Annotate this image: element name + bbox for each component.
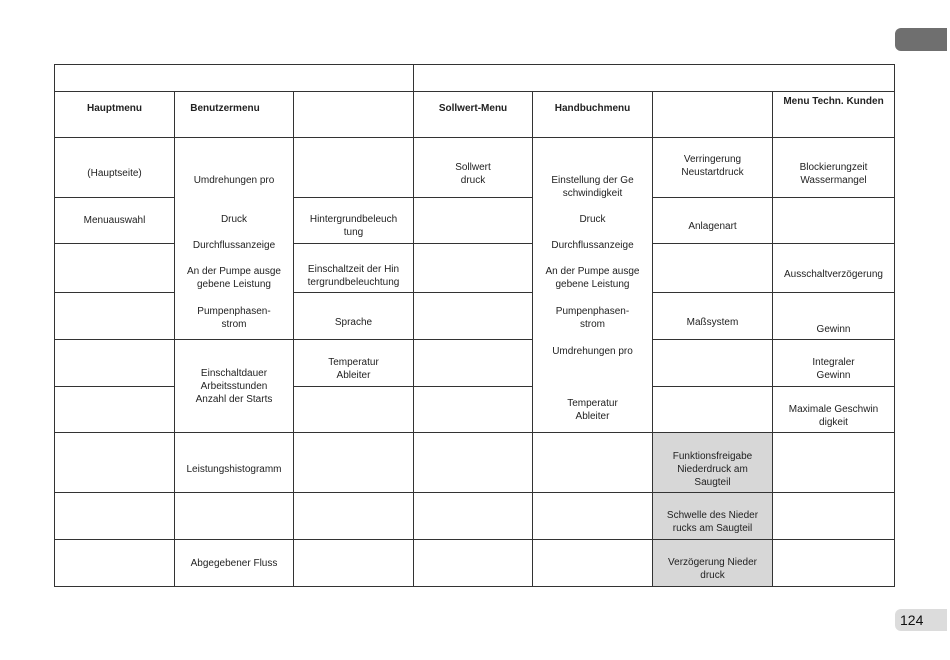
table-grid-line: [413, 492, 533, 493]
cell-funktionsfreigabe: Funktionsfreigabe Niederdruck am Saugteil: [672, 450, 753, 488]
table-grid-line: [54, 539, 175, 540]
table-grid-line: [293, 386, 414, 387]
table-grid-line: [772, 432, 895, 433]
cell-einstellung-geschwindigkeit: Einstellung der Ge schwindigkeit: [551, 175, 634, 199]
cell-menuauswahl: Menuauswahl: [83, 215, 146, 226]
table-grid-line: [293, 339, 414, 340]
cell-einschaltzeit: Einschaltzeit der Hin tergrundbeleuchtung: [307, 264, 400, 288]
table-grid-line: [413, 292, 533, 293]
cell-sprache: Sprache: [334, 316, 373, 328]
table-grid-line: [413, 432, 533, 433]
table-grid-line: [54, 243, 175, 244]
table-grid-line: [413, 339, 533, 340]
table-grid-line: [54, 137, 895, 138]
table-grid-line: [532, 539, 653, 540]
header-hauptmenu: Hauptmenu: [87, 102, 142, 114]
table-grid-line: [54, 386, 175, 387]
header-benutzermenu: Benutzermenu: [190, 102, 260, 114]
table-grid-line: [293, 539, 414, 540]
table-grid-line: [54, 432, 175, 433]
table-grid-line: [413, 243, 533, 244]
header-handbuchmenu: Handbuchmenu: [554, 102, 631, 114]
cell-verzoegerung-niederdruck: Verzögerung Nieder druck: [668, 557, 757, 581]
cell-pumpenphasenstrom: Pumpenphasen- strom: [197, 306, 271, 330]
table-grid-line: [532, 492, 653, 493]
cell-ausschaltverzoegerung: Ausschaltverzögerung: [784, 268, 883, 280]
header-techn-kunden: Menu Techn. Kunden: [783, 95, 884, 107]
table-grid-line: [413, 197, 533, 198]
table-grid-line: [293, 292, 414, 293]
cell-sollwert-druck: Sollwert druck: [455, 162, 491, 186]
cell-handbuch-temperatur: Temperatur Ableiter: [567, 398, 618, 422]
table-grid-line: [293, 197, 414, 198]
cell-masssystem: Maßsystem: [686, 316, 739, 328]
cell-hauptseite: (Hauptseite): [87, 167, 142, 179]
cell-umdrehungen-pro: Umdrehungen pro: [193, 174, 275, 186]
table-grid-line: [54, 292, 175, 293]
cell-anlagenart: Anlagenart: [688, 221, 737, 232]
table-grid-line: [772, 386, 895, 387]
cell-handbuch-durchfluss: Durchflussanzeige: [551, 239, 634, 251]
cell-schwelle-niederdruck: Schwelle des Nieder rucks am Saugteil: [666, 510, 759, 534]
cell-handbuch-leistung: An der Pumpe ausge gebene Leistung: [545, 266, 640, 290]
cell-handbuch-druck: Druck: [579, 213, 606, 225]
cell-druck: Druck: [220, 213, 248, 225]
cell-handbuch-umdrehungen: Umdrehungen pro: [552, 345, 633, 357]
table-grid-line: [413, 386, 533, 387]
table-grid-line: [293, 432, 414, 433]
table-grid-line: [532, 432, 653, 433]
table-grid-line: [174, 339, 294, 340]
cell-hintergrundbeleuchtung: Hintergrundbeleuch tung: [309, 214, 398, 238]
cell-integraler-gewinn: Integraler Gewinn: [812, 357, 855, 381]
cell-temperatur-ableiter: Temperatur Ableiter: [328, 357, 379, 381]
cell-verringerung-neustartdruck: Verringerung Neustartdruck: [681, 154, 744, 178]
cell-leistung: An der Pumpe ausge gebene Leistung: [187, 266, 281, 290]
page-number: 124: [895, 609, 947, 631]
cell-durchflussanzeige: Durchflussanzeige: [192, 239, 276, 251]
cell-maximale-geschwindigkeit: Maximale Geschwin digkeit: [788, 404, 879, 428]
cell-abgegebener-fluss: Abgegebener Fluss: [190, 557, 278, 569]
header-sollwert-menu: Sollwert-Menu: [438, 102, 508, 114]
table-border: [894, 64, 895, 587]
table-grid-line: [293, 243, 414, 244]
cell-blockierungzeit: Blockierungzeit Wassermangel: [799, 162, 868, 186]
table-grid-line: [413, 64, 414, 92]
table-grid-line: [413, 539, 533, 540]
cell-handbuch-pumpenphasen: Pumpenphasen- strom: [555, 306, 630, 330]
table-grid-line: [54, 492, 175, 493]
table-grid-line: [652, 386, 773, 387]
table-grid-line: [54, 339, 175, 340]
cell-gewinn: Gewinn: [816, 323, 851, 335]
cell-einschaltdauer-block: Einschaltdauer Arbeitsstunden Anzahl der Starts: [195, 368, 273, 405]
table-grid-line: [772, 539, 895, 540]
table-grid-line: [772, 197, 895, 198]
table-grid-line: [772, 492, 895, 493]
table-border: [54, 64, 895, 65]
table-grid-line: [293, 492, 414, 493]
cell-leistungshistogramm: Leistungshistogramm: [186, 464, 282, 475]
